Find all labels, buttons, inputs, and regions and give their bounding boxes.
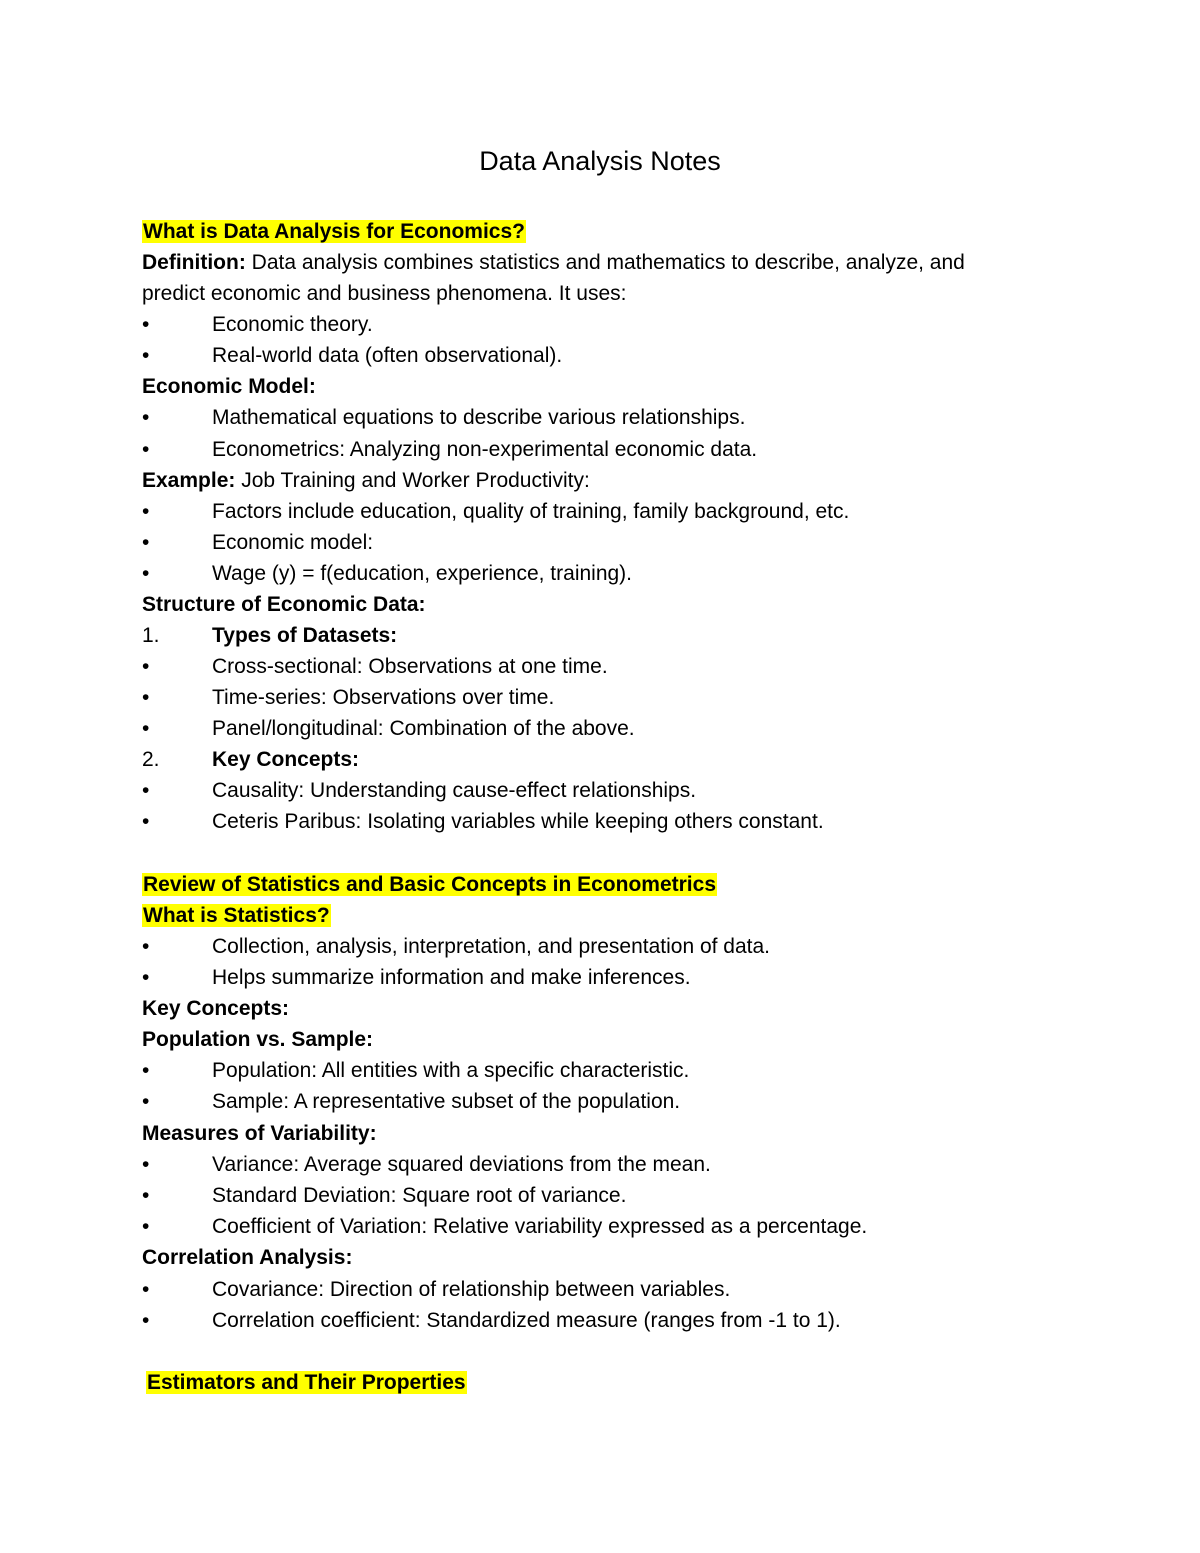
section-heading — [142, 216, 526, 247]
list-item: Wage (y) = f(education, experience, training). — [212, 562, 633, 585]
bullet-glyph: • — [142, 406, 150, 429]
numbered-item: Types of Datasets: — [212, 624, 398, 647]
list-item: Mathematical equations to describe various relationships. — [212, 406, 746, 429]
bullet-glyph: • — [142, 1059, 150, 1082]
list-item: Correlation coefficient: Standardized measure (ranges from -1 to 1). — [212, 1309, 841, 1332]
section-subheading — [142, 900, 331, 931]
list-item: Population: All entities with a specific characteristic. — [212, 1059, 690, 1082]
subheading: Correlation Analysis: — [142, 1246, 353, 1269]
list-item: Sample: A representative subset of the population. — [212, 1090, 681, 1113]
list-item: Time-series: Observations over time. — [212, 686, 555, 709]
example-label: Example: — [142, 469, 236, 492]
bullet-glyph: • — [142, 531, 150, 554]
list-item: Factors include education, quality of training, family background, etc. — [212, 500, 850, 523]
definition-line-2: predict economic and business phenomena. It uses: — [142, 282, 627, 305]
highlighted-heading: What is Data Analysis for Economics? — [143, 220, 525, 243]
definition-line — [142, 247, 965, 278]
list-item: Economic theory. — [212, 313, 373, 336]
list-item: Causality: Understanding cause-effect relationships. — [212, 779, 697, 802]
subheading: Measures of Variability: — [142, 1122, 377, 1145]
list-item: Collection, analysis, interpretation, and presentation of data. — [212, 935, 771, 958]
bullet-glyph: • — [142, 655, 150, 678]
list-item: Cross-sectional: Observations at one time. — [212, 655, 608, 678]
bullet-glyph: • — [142, 966, 150, 989]
bullet-glyph: • — [142, 313, 150, 336]
list-item: Panel/longitudinal: Combination of the above. — [212, 717, 635, 740]
bullet-glyph: • — [142, 1153, 150, 1176]
list-item: Ceteris Paribus: Isolating variables while keeping others constant. — [212, 810, 824, 833]
subheading: Structure of Economic Data: — [142, 593, 426, 616]
list-item: Econometrics: Analyzing non-experimental economic data. — [212, 438, 758, 461]
example-text: Job Training and Worker Productivity: — [235, 469, 590, 492]
bullet-glyph: • — [142, 779, 150, 802]
list-item: Real-world data (often observational). — [212, 344, 563, 367]
example-line — [142, 465, 590, 496]
highlighted-heading: Review of Statistics and Basic Concepts in Econometrics — [143, 873, 716, 896]
list-item: Covariance: Direction of relationship between variables. — [212, 1278, 731, 1301]
page-title: Data Analysis Notes — [479, 146, 721, 176]
subheading: Key Concepts: — [142, 997, 290, 1020]
bullet-glyph: • — [142, 344, 150, 367]
bullet-glyph: • — [142, 1309, 150, 1332]
list-number: 1. — [142, 624, 160, 647]
highlighted-subheading: What is Statistics? — [143, 904, 330, 927]
definition-text: Data analysis combines statistics and mathematics to describe, analyze, and — [245, 251, 965, 274]
subheading: Population vs. Sample: — [142, 1028, 374, 1051]
bullet-glyph: • — [142, 686, 150, 709]
list-item: Standard Deviation: Square root of variance. — [212, 1184, 627, 1207]
section-heading — [142, 869, 717, 900]
list-item: Economic model: — [212, 531, 374, 554]
bullet-glyph: • — [142, 438, 150, 461]
bullet-glyph: • — [142, 1184, 150, 1207]
numbered-item: Key Concepts: — [212, 748, 360, 771]
list-item: Coefficient of Variation: Relative variability expressed as a percentage. — [212, 1215, 868, 1238]
bullet-glyph: • — [142, 1090, 150, 1113]
bullet-glyph: • — [142, 562, 150, 585]
list-item: Variance: Average squared deviations from the mean. — [212, 1153, 711, 1176]
list-number: 2. — [142, 748, 160, 771]
bullet-glyph: • — [142, 1215, 150, 1238]
highlighted-heading: Estimators and Their Properties — [147, 1371, 466, 1394]
bullet-glyph: • — [142, 717, 150, 740]
bullet-glyph: • — [142, 500, 150, 523]
subheading: Economic Model: — [142, 375, 316, 398]
bullet-glyph: • — [142, 935, 150, 958]
definition-label: Definition: — [142, 251, 246, 274]
section-heading — [146, 1367, 467, 1398]
list-item: Helps summarize information and make inferences. — [212, 966, 691, 989]
bullet-glyph: • — [142, 1278, 150, 1301]
bullet-glyph: • — [142, 810, 150, 833]
